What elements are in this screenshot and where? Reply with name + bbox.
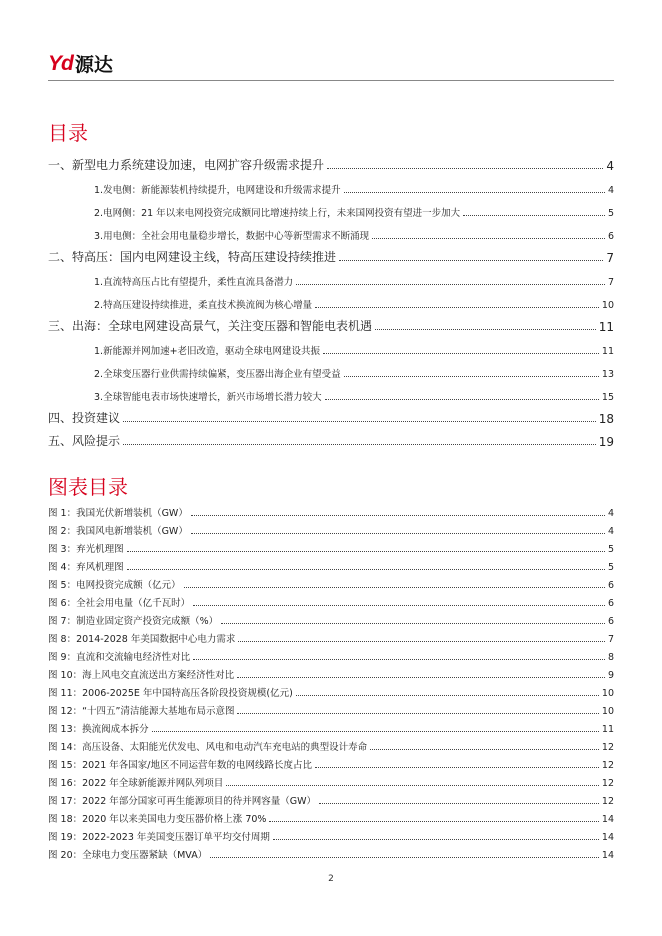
toc-entry-page: 11 [598, 320, 614, 334]
figure-entry[interactable] [48, 681, 614, 699]
leader-dots [344, 376, 599, 377]
figure-entry-title: 图 12：“十四五”清洁能源大基地布局示意图 [48, 706, 235, 717]
figure-entry[interactable] [48, 501, 614, 519]
figure-entry-title: 图 9：直流和交流输电经济性对比 [48, 652, 191, 663]
toc-entry-title: 一、新型电力系统建设加速，电网扩容升级需求提升 [48, 158, 325, 172]
figure-list [48, 501, 614, 861]
leader-dots [315, 307, 599, 308]
figure-entry-title: 图 17：2022 年部分国家可再生能源项目的待并网容量（GW） [48, 796, 317, 807]
toc-entry-title: 1.发电侧：新能源装机持续提升，电网建设和升级需求提升 [94, 185, 341, 196]
leader-dots [221, 623, 605, 624]
leader-dots [315, 767, 599, 768]
toc-entry-page: 11 [601, 346, 614, 357]
page-number: 2 [328, 874, 334, 884]
toc-entry[interactable] [48, 265, 614, 288]
figure-entry[interactable] [48, 555, 614, 573]
toc-entry[interactable] [48, 403, 614, 426]
toc-entry[interactable] [48, 242, 614, 265]
figure-entry[interactable] [48, 699, 614, 717]
page-header [48, 50, 614, 80]
figure-entry-page: 12 [601, 760, 614, 771]
toc-entry[interactable] [48, 334, 614, 357]
leader-dots [339, 260, 603, 261]
leader-dots [152, 731, 599, 732]
figure-entry-title: 图 15：2021 年各国家/地区不同运营年数的电网线路长度占比 [48, 760, 313, 771]
figure-entry[interactable] [48, 735, 614, 753]
figure-entry-page: 5 [607, 544, 614, 555]
leader-dots [323, 353, 599, 354]
leader-dots [238, 641, 605, 642]
figure-entry[interactable] [48, 663, 614, 681]
toc-entry[interactable] [48, 380, 614, 403]
toc-entry[interactable] [48, 219, 614, 242]
toc-entry[interactable] [48, 150, 614, 173]
toc-entry-title: 三、出海：全球电网建设高景气，关注变压器和智能电表机遇 [48, 319, 373, 333]
figure-entry[interactable] [48, 537, 614, 555]
leader-dots [127, 551, 605, 552]
leader-dots [327, 168, 603, 169]
figure-entry[interactable] [48, 843, 614, 861]
figure-entry-page: 12 [601, 778, 614, 789]
toc-entry[interactable] [48, 173, 614, 196]
logo-mark: Yd [48, 51, 73, 75]
toc-entry-page: 10 [601, 300, 614, 311]
toc-entry-page: 13 [601, 369, 614, 380]
leader-dots [370, 749, 599, 750]
toc-entry-page: 15 [601, 392, 614, 403]
leader-dots [325, 399, 599, 400]
figure-entry-page: 10 [601, 688, 614, 699]
figure-entry-title: 图 6：全社会用电量（亿千瓦时） [48, 598, 191, 609]
toc-entry-title: 3.用电侧：全社会用电量稳步增长，数据中心等新型需求不断涌现 [94, 231, 370, 242]
brand-logo [48, 50, 113, 77]
figure-entry[interactable] [48, 645, 614, 663]
leader-dots [123, 421, 596, 422]
figure-entry-title: 图 19：2022-2023 年美国变压器订单平均交付周期 [48, 832, 270, 843]
toc-entry-page: 7 [606, 251, 614, 265]
toc-entry-title: 3.全球智能电表市场快速增长，新兴市场增长潜力较大 [94, 392, 322, 403]
figure-entry[interactable] [48, 519, 614, 537]
leader-dots [184, 587, 605, 588]
leader-dots [463, 215, 605, 216]
figure-entry-page: 7 [607, 634, 614, 645]
figure-entry-title: 图 4：弃风机理图 [48, 562, 124, 573]
figure-entry-title: 图 3：弃光机理图 [48, 544, 124, 555]
leader-dots [319, 803, 599, 804]
leader-dots [296, 284, 605, 285]
toc-entry-page: 5 [607, 208, 614, 219]
header-divider [48, 80, 614, 81]
figure-entry-title: 图 2：我国风电新增装机（GW） [48, 526, 188, 537]
figure-entry[interactable] [48, 573, 614, 591]
figure-entry-title: 图 10：海上风电交直流送出方案经济性对比 [48, 670, 235, 681]
leader-dots [344, 192, 605, 193]
logo-text: 源达 [74, 54, 113, 76]
figure-entry-page: 11 [601, 724, 614, 735]
toc-entry-title: 2.特高压建设持续推进，柔直技术换流阀为核心增量 [94, 300, 313, 311]
figure-entry-page: 12 [601, 796, 614, 807]
toc-entry[interactable] [48, 311, 614, 334]
figure-entry[interactable] [48, 717, 614, 735]
toc-entry-page: 4 [606, 159, 614, 173]
figure-entry-title: 图 14：高压设备、太阳能光伏发电、风电和电动汽车充电站的典型设计寿命 [48, 742, 368, 753]
figure-entry-title: 图 8：2014-2028 年美国数据中心电力需求 [48, 634, 236, 645]
leader-dots [193, 659, 605, 660]
figure-entry-page: 4 [607, 526, 614, 537]
toc-entry-title: 1.新能源并网加速+老旧改造，驱动全球电网建设共振 [94, 346, 321, 357]
figure-entry-title: 图 18：2020 年以来美国电力变压器价格上涨 70% [48, 814, 267, 825]
leader-dots [191, 533, 605, 534]
figure-entry-title: 图 20：全球电力变压器紧缺（MVA） [48, 850, 208, 861]
leader-dots [226, 785, 599, 786]
figure-entry-page: 14 [601, 850, 614, 861]
figure-entry-title: 图 1：我国光伏新增装机（GW） [48, 508, 188, 519]
leader-dots [237, 677, 605, 678]
figure-entry-title: 图 11：2006-2025E 年中国特高压各阶段投资规模(亿元) [48, 688, 293, 699]
figure-entry[interactable] [48, 591, 614, 609]
toc-entry-title: 1.直流特高压占比有望提升，柔性直流具备潜力 [94, 277, 294, 288]
figure-entry[interactable] [48, 825, 614, 843]
figure-entry-page: 8 [607, 652, 614, 663]
figure-entry-title: 图 13：换流阀成本拆分 [48, 724, 149, 735]
figure-entry[interactable] [48, 807, 614, 825]
toc-entry[interactable] [48, 357, 614, 380]
toc-entry-page: 6 [607, 231, 614, 242]
figure-entry[interactable] [48, 771, 614, 789]
figure-entry-page: 12 [601, 742, 614, 753]
leader-dots [191, 515, 605, 516]
toc-entry[interactable] [48, 196, 614, 219]
figure-entry[interactable] [48, 609, 614, 627]
toc-entry-page: 7 [607, 277, 614, 288]
figure-entry-page: 6 [607, 598, 614, 609]
figure-list-title: 图表目录 [48, 475, 128, 499]
toc-entry[interactable] [48, 426, 614, 449]
figure-entry-page: 6 [607, 616, 614, 627]
table-of-contents [48, 150, 614, 449]
figure-entry-title: 图 16：2022 年全球新能源并网队列项目 [48, 778, 224, 789]
leader-dots [210, 857, 599, 858]
leader-dots [193, 605, 605, 606]
figure-entry-title: 图 5：电网投资完成额（亿元） [48, 580, 181, 591]
leader-dots [375, 329, 596, 330]
toc-entry-title: 二、特高压：国内电网建设主线，特高压建设持续推进 [48, 250, 337, 264]
figure-entry-page: 10 [601, 706, 614, 717]
leader-dots [123, 444, 596, 445]
toc-entry-page: 4 [607, 185, 614, 196]
leader-dots [296, 695, 599, 696]
toc-entry-page: 19 [598, 435, 614, 449]
leader-dots [237, 713, 598, 714]
toc-entry-title: 2.电网侧：21 年以来电网投资完成额同比增速持续上行，未来国网投资有望进一步加大 [94, 208, 461, 219]
leader-dots [269, 821, 598, 822]
toc-entry-title: 2.全球变压器行业供需持续偏紧，变压器出海企业有望受益 [94, 369, 341, 380]
toc-entry-page: 18 [598, 412, 614, 426]
leader-dots [127, 569, 605, 570]
toc-entry[interactable] [48, 288, 614, 311]
toc-entry-title: 四、投资建议 [48, 411, 121, 425]
figure-entry[interactable] [48, 627, 614, 645]
figure-entry-page: 5 [607, 562, 614, 573]
leader-dots [372, 238, 605, 239]
figure-entry[interactable] [48, 753, 614, 771]
figure-entry-page: 4 [607, 508, 614, 519]
figure-entry-page: 9 [607, 670, 614, 681]
figure-entry-page: 14 [601, 832, 614, 843]
figure-entry-page: 6 [607, 580, 614, 591]
figure-entry-title: 图 7：制造业固定资产投资完成额（%） [48, 616, 219, 627]
toc-title: 目录 [48, 121, 88, 145]
figure-entry-page: 14 [601, 814, 614, 825]
toc-entry-title: 五、风险提示 [48, 434, 121, 448]
leader-dots [273, 839, 599, 840]
figure-entry[interactable] [48, 789, 614, 807]
